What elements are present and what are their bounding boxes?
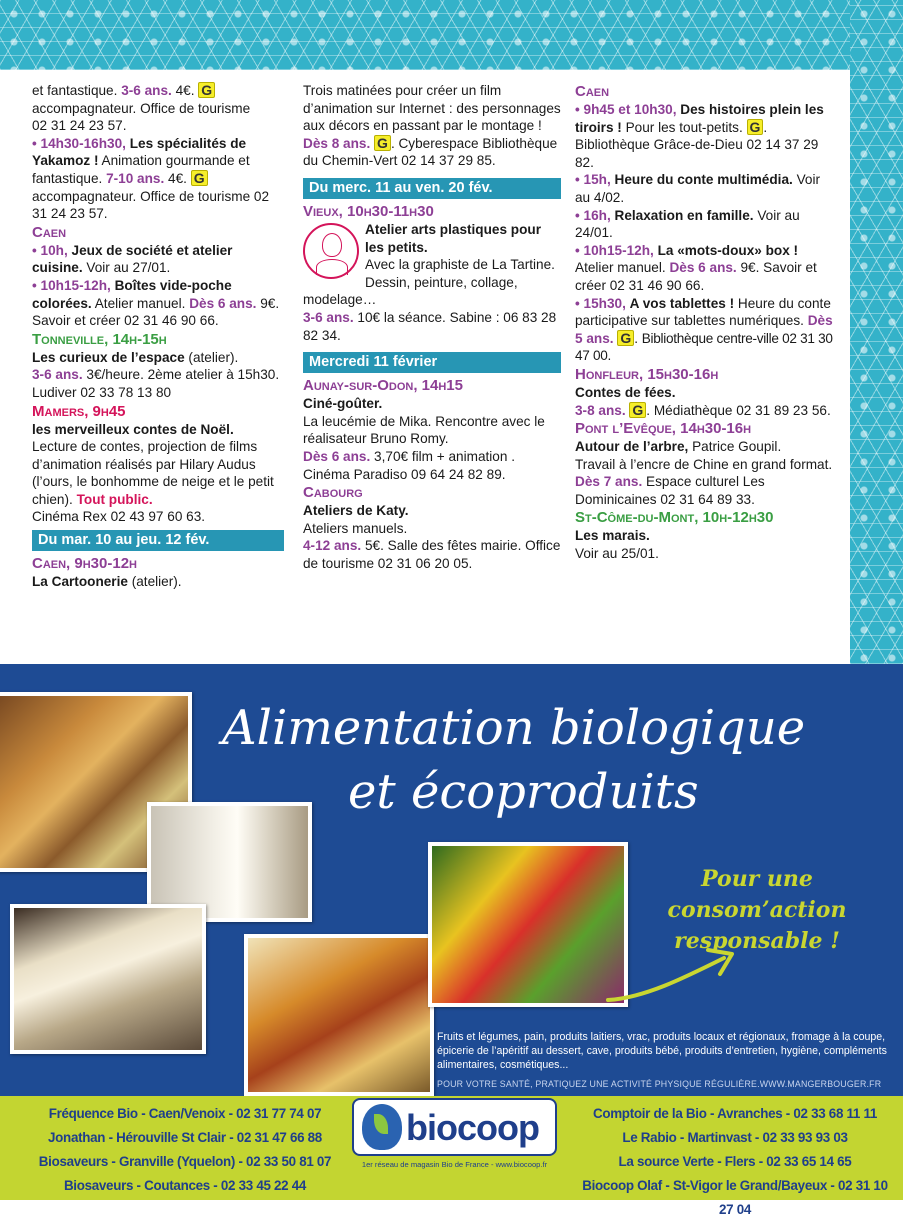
age-range: 3-6 ans. [32,367,83,383]
event-desc: Avec la graphiste de La Tartine. Dessin, peinture, collage, modelage… [303,257,555,308]
city-heading: Aunay-sur-Odon, 14h15 [303,377,463,395]
event-title: Des histoires plein les tiroirs ! [575,102,824,135]
event-title: Ciné-goûter. [303,396,383,412]
price: 4€. [168,170,187,186]
free-accompanist-icon: G [747,119,764,135]
ad-health-notice: POUR VOTRE SANTÉ, PRATIQUEZ UNE ACTIVITÉ PHYSIQUE RÉGULIÈRE.WWW.MANGERBOUGER.FR [437,1079,882,1089]
event-title: La «mots-doux» box ! [657,242,799,258]
city-heading: Vieux, 10h30-11h30 [303,202,434,220]
event-desc: (atelier). [188,349,239,365]
event-contact: Cinéma Rex 02 43 97 60 63. [32,509,206,525]
event-phone: 02 31 24 23 57. [32,118,127,134]
age-range: Dès 8 ans. [303,135,371,151]
event-contact: . Médiathèque 02 31 89 23 56. [646,402,831,418]
city-heading: Mamers, 9h45 [32,402,126,420]
event-title: Relaxation en famille. [614,207,754,223]
event-contact: accompagnateur. Office de tourisme 02 31 24 23 57. [32,188,270,222]
date-bar: Du merc. 11 au ven. 20 fév. [303,178,561,199]
listings-column-2 [303,82,561,572]
ad-title-line1: Alimentation biologique [222,700,806,756]
slogan-line: responsable ! [674,928,840,954]
logo-tagline: 1er réseau de magasin Bio de France - www.biocoop.fr [361,1160,548,1169]
store-entry: Comptoir de la Bio - Avranches - 02 33 68 11 11 [592,1106,878,1121]
girl-portrait-icon [303,223,359,279]
event-title: Les curieux de l’espace [32,349,185,365]
age-range: Dès 6 ans. [303,448,371,464]
store-entry: La source Verte - Flers - 02 33 65 14 65 [618,1154,852,1169]
decorative-top-band [0,0,903,70]
age-range: 7-10 ans. [106,170,165,186]
event-time: • 14h30-16h30, [32,135,126,151]
vegetables-photo [428,842,628,1007]
age-range: Dès 5 ans. [575,313,833,346]
free-accompanist-icon: G [617,330,634,346]
event-contact: 3€/heure. 2ème atelier à 15h30. Ludiver 02 33 78 13 80 [32,367,280,400]
event-time: • 10h, [32,242,68,258]
date-bar: Mercredi 11 février [303,352,561,373]
event-desc: Pour les tout-petits. [625,119,743,135]
curved-arrow-icon [604,938,754,1008]
age-range: 3-6 ans. [121,83,172,98]
store-entry: Biosaveurs - Coutances - 02 33 45 22 44 [63,1178,307,1193]
event-desc: La leucémie de Mika. Rencontre avec le réalisateur Bruno Romy. [303,413,545,447]
biocoop-logo [352,1098,557,1156]
event-time: • 10h15-12h, [575,242,654,258]
audience-label: Tout public. [76,491,153,507]
event-title: Les marais. [575,528,650,544]
free-accompanist-icon: G [629,402,646,418]
age-range: Dès 6 ans. [669,260,737,276]
event-contact: . Cyberespace Bibliothèque du Chemin-Vert 02 14 37 29 85. [303,135,558,169]
event-contact: 3,70€ film + animation . Cinéma Paradiso 09 64 24 82 89. [303,448,515,482]
event-time: • 9h45 et 10h30, [575,102,677,117]
event-time: • 10h15-12h, [32,277,111,293]
free-accompanist-icon: G [198,82,215,98]
store-list-right [582,1102,888,1222]
event-contact: 9€. Savoir et créer 02 31 46 90 66. [32,295,280,329]
event-title: Les spécialités de Yakamoz ! [32,135,247,169]
city-heading: Caen [32,223,67,241]
price: 4€. [175,83,195,98]
event-title: Atelier arts plastiques pour les petits. [365,221,542,255]
event-contact: . Bibliothèque Grâce-de-Dieu 02 14 37 29 82. [575,119,819,170]
event-text: accompagnateur. Office de tourisme [32,100,251,116]
ad-title-line2: et écoproduits [348,764,699,820]
event-title: Heure du conte multimédia. [614,172,793,188]
event-author: Patrice Goupil. [692,439,782,455]
event-time: • 15h, [575,172,611,188]
event-desc: Atelier manuel. [94,295,186,311]
event-title: Jeux de société et atelier cuisine. [32,242,233,276]
event-contact: Bibliothèque centre-ville 02 31 30 47 00. [575,330,833,364]
event-desc: Voir au 24/01. [575,207,800,241]
event-desc: Voir au 27/01. [86,260,171,276]
jam-breakfast-photo [244,934,434,1096]
store-entry: Biosaveurs - Granville (Yquelon) - 02 33 50 81 07 [38,1154,332,1169]
cheese-photo [10,904,206,1054]
event-desc: Animation gourmande et fantastique. [32,153,250,186]
city-heading: Caen [575,83,610,100]
city-heading: Honfleur, 15h30-16h [575,365,719,383]
event-title: les merveilleux contes de Noël. [32,421,234,437]
date-bar: Du mar. 10 au jeu. 12 fév. [32,530,284,551]
event-desc: Atelier manuel. [575,260,666,276]
event-time: • 16h, [575,207,611,223]
event-title: Contes de fées. [575,384,676,400]
city-heading: Cabourg [303,484,363,502]
city-heading: St-Côme-du-Mont, 10h-12h30 [575,509,774,527]
event-desc: Trois matinées pour créer un film d’animation sur Internet : des personnages aux décors en passant par le montage ! [303,83,561,134]
city-heading: Tonneville, 14h-15h [32,330,167,348]
ad-product-list: Fruits et légumes, pain, produits laitiers, vrac, produits locaux et régionaux, fromage à la coupe, épicerie de l’apéritif au dessert, cave, produits bébé, produits d’entretien, hygiène, compléments alimentaires, cosmétiques... [437,1031,887,1071]
event-desc: Heure du conte participative sur tablettes numériques. [575,295,831,329]
age-range: 3-6 ans. [303,309,354,325]
event-contact: 10€ la séance. Sabine : 06 83 28 82 34. [303,309,557,343]
event-desc: Lecture de contes, projection de films d’animation réalisés par Hilary Audus (l’ours, le bonhomme de neige et le petit chien). [32,439,274,507]
free-accompanist-icon: G [374,135,391,151]
age-range: 3-8 ans. [575,402,626,418]
event-desc: Ateliers manuels. [303,520,408,536]
event-title: Boîtes vide-poche colorées. [32,277,232,311]
event-contact: Espace culturel Les Dominicaines 02 31 64 89 33. [575,474,765,507]
age-range: 4-12 ans. [303,538,362,554]
logo-wordmark: biocoop [406,1107,539,1148]
store-entry: Jonathan - Hérouville St Clair - 02 31 47 66 88 [48,1130,322,1145]
listings-column-3: Caen • 9h45 et 10h30, Des histoires plein les tiroirs ! Pour les tout-petits. G . Bibliothèque Grâce-de-Dieu 02 14 37 29 82. • 15h, Heure du conte multimédia. Voir au 4/02. • 16h, Relaxation en famille. Voir au 24/01. • 10h15-12h, La «mots-doux» box ! Atelier manuel. Dès 6 ans. 9€. Savoir et créer 02 31 46 90 66. • 15h30, A vos tablettes ! Heure du conte participative sur tablettes numériques. Dès 5 ans. G . Bibliothèque centre-ville 02 31 30 47 00. Honfleur, 15h30-16h Contes de fées. 3-8 ans. G . Médiathèque 02 31 89 23 56. Pont l’Evêque, 14h30-16h Autour de l’arbre, Patrice Goupil. Travail à l’encre de Chine en grand format. Dès 7 ans. Espace culturel Les Dominicaines 02 31 64 89 33. St-Côme-du-Mont, 10h-12h30 Les marais. Voir au 25/01. [575,82,837,563]
slogan-line: Pour une [701,866,813,892]
event-title: A vos tablettes ! [629,295,735,311]
event-title: Ateliers de Katy. [303,503,409,519]
listings-column-1 [32,82,284,591]
age-range: Dès 6 ans. [189,295,257,311]
event-desc: Travail à l’encre de Chine en grand format. [575,456,833,472]
store-entry: Biocoop Olaf - St-Vigor le Grand/Bayeux - 02 31 10 27 04 [582,1178,888,1217]
city-heading: Caen, 9h30-12h [32,555,137,573]
event-contact: 5€. Salle des fêtes mairie. Office de tourisme 02 31 06 20 05. [303,538,561,571]
city-heading: Pont l’Evêque, 14h30-16h [575,420,752,438]
event-desc: Voir au 25/01. [575,546,659,562]
store-entry: Le Rabio - Martinvast - 02 33 93 93 03 [622,1130,848,1145]
event-time: • 15h30, [575,295,626,311]
event-contact: 9€. Savoir et créer 02 31 46 90 66. [575,260,817,293]
free-accompanist-icon: G [191,170,208,186]
event-title: Autour de l’arbre, [575,439,689,455]
event-text: et fantastique. [32,83,118,98]
age-range: Dès 7 ans. [575,474,643,490]
store-list-left [30,1102,340,1198]
event-desc: (atelier). [131,574,182,590]
event-desc: Voir au 4/02. [575,172,821,205]
store-entry: Fréquence Bio - Caen/Venoix - 02 31 77 74 07 [48,1106,322,1121]
decorative-side-band [850,0,903,664]
slogan-line: consom’action [667,897,847,923]
event-title: La Cartoonerie [32,574,128,590]
